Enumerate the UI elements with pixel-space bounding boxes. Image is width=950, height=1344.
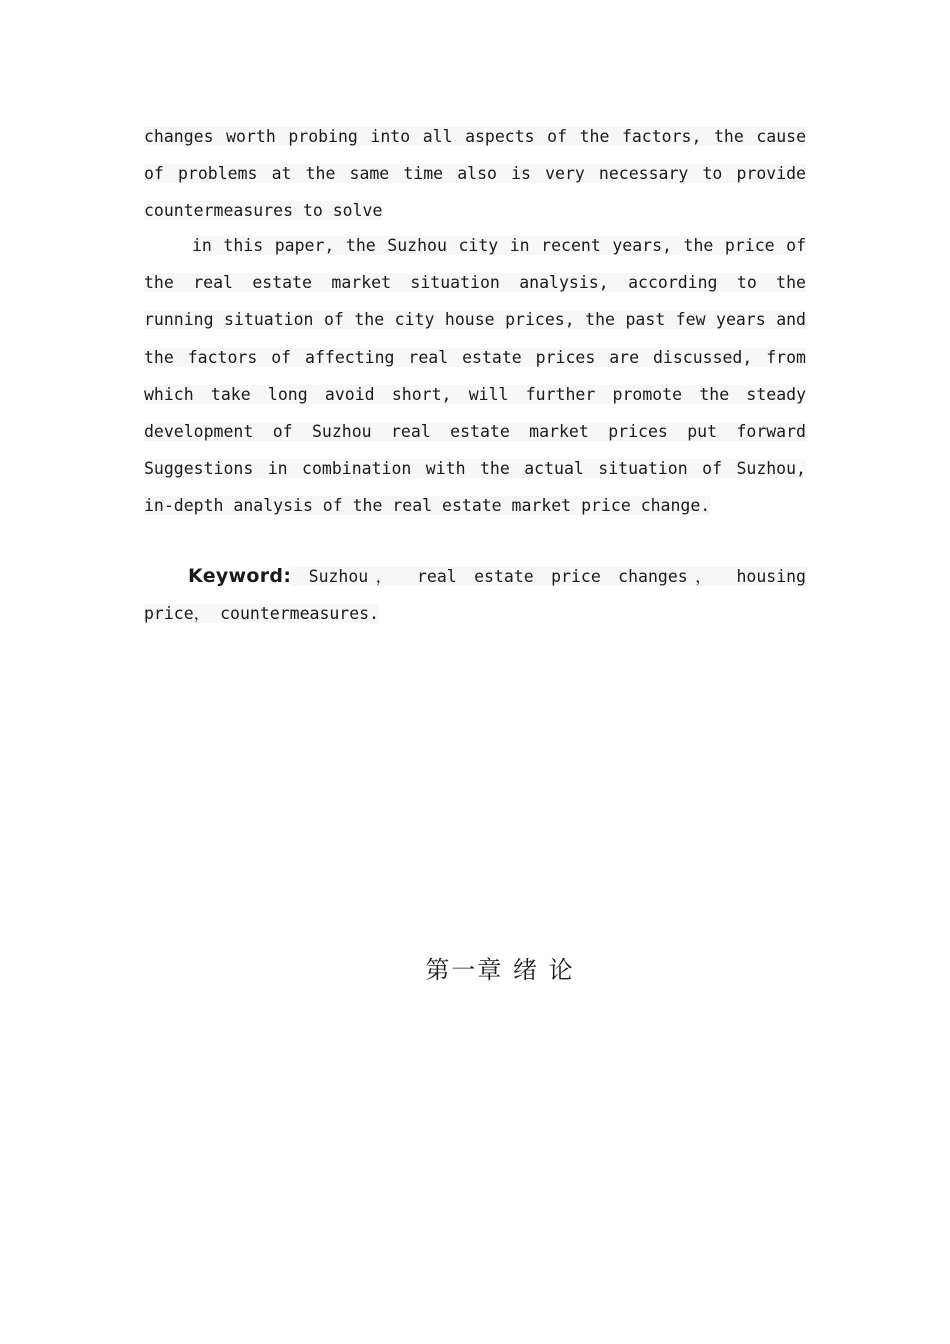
- keywords-line: [144, 558, 806, 632]
- keywords-text: Suzhou， real estate price changes， housing price， countermeasures.: [144, 567, 806, 623]
- keywords-label: Keyword:: [188, 565, 292, 587]
- body-paragraph-2: [144, 227, 806, 525]
- body-paragraph-1: [144, 118, 806, 230]
- paragraph-text: changes worth probing into all aspects of the factors, the cause of problems at the same time also is very necessary to provide countermeasures to solve: [144, 127, 806, 221]
- chapter-heading: 第一章 绪 论: [425, 956, 575, 984]
- paragraph-text: in this paper, the Suzhou city in recent years, the price of the real estate market situation analysis, according to the running situation of the city house prices, the past few years and the factors of affecting real estate prices are discussed, from which take long avoid short, will further promote the steady development of Suzhou real estate market prices put forward Suggestions in combination with the actual situation of Suzhou, in-depth analysis of the real estate market price change.: [144, 236, 806, 516]
